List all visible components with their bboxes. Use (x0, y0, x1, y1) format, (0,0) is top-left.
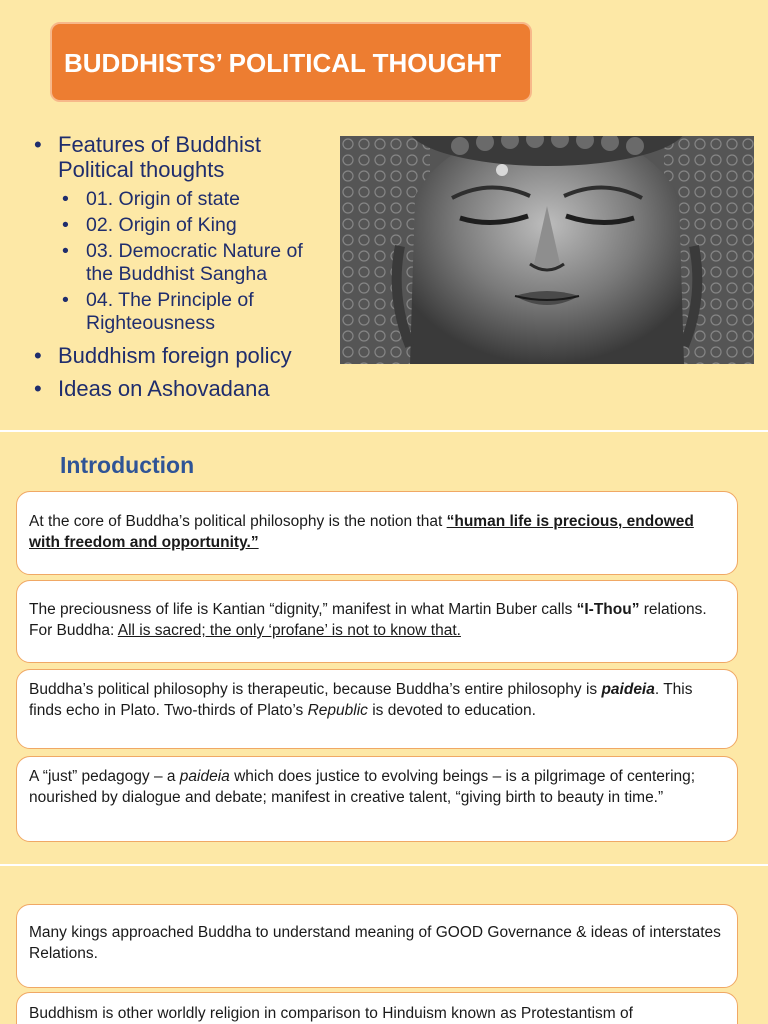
text-card-other-worldly: Buddhism is other worldly religion in comparison to Hinduism known as Protestantism of (16, 992, 738, 1024)
bullet-features: • Features of Buddhist Political thoughts (34, 132, 334, 182)
card-text: . This finds echo in Plato. Two-thirds of Plato’s (29, 681, 693, 719)
card-text: is devoted to education. (367, 702, 536, 719)
card-text: relations. For Buddha: (29, 601, 707, 639)
card-text: At the core of Buddha’s political philosophy is the notion that (29, 513, 447, 530)
sub-bullet-list (34, 188, 334, 335)
bullet-foreign-policy: • Buddhism foreign policy (34, 343, 334, 368)
slide-3 (0, 866, 768, 1024)
introduction-heading: Introduction (60, 452, 195, 478)
card-bold-italic-term: paideia (601, 681, 655, 698)
card-italic-term: Republic (307, 702, 368, 719)
sub-bullet-righteousness: • 04. The Principle of Righteousness (34, 289, 334, 335)
buddha-head-drawing (340, 136, 754, 364)
bullet-list (34, 132, 334, 407)
card-text: The preciousness of life is Kantian “dignity,” manifest in what Martin Buber calls (29, 601, 577, 618)
card-italic-term: paideia (179, 768, 230, 785)
sub-bullet-democratic-nature: • 03. Democratic Nature of the Buddhist Sangha (34, 240, 334, 286)
bullet-ashovadana: • Ideas on Ashovadana (34, 376, 334, 401)
card-quote: “human life is precious, endowed with freedom and opportunity.” (29, 513, 694, 551)
sub-bullet-origin-king: • 02. Origin of King (34, 214, 334, 237)
text-card-precious-life (16, 491, 738, 575)
slide-2 (0, 432, 768, 864)
buddha-head-image (340, 136, 754, 364)
text-card-pedagogy (16, 756, 738, 842)
slide-1 (0, 0, 768, 430)
card-underlined-text: All is sacred; the only ‘profane’ is not to know that. (117, 622, 461, 639)
slide-title: BUDDHISTS’ POLITICAL THOUGHT (50, 22, 532, 102)
text-card-kantian-dignity (16, 580, 738, 663)
text-card-good-governance: Many kings approached Buddha to understand meaning of GOOD Governance & ideas of interstates Relations. (16, 904, 738, 988)
card-text: which does justice to evolving beings – is a pilgrimage of centering; nourished by dialogue and debate; manifest in creative talent, “giving birth to beauty in time.” (29, 768, 696, 806)
card-text: Buddha’s political philosophy is therapeutic, because Buddha’s entire philosophy is (29, 681, 602, 698)
card-text: A “just” pedagogy – a (29, 768, 180, 785)
sub-bullet-origin-state: • 01. Origin of state (34, 188, 334, 211)
card-bold-term: “I-Thou” (576, 601, 640, 618)
text-card-therapeutic (16, 669, 738, 749)
